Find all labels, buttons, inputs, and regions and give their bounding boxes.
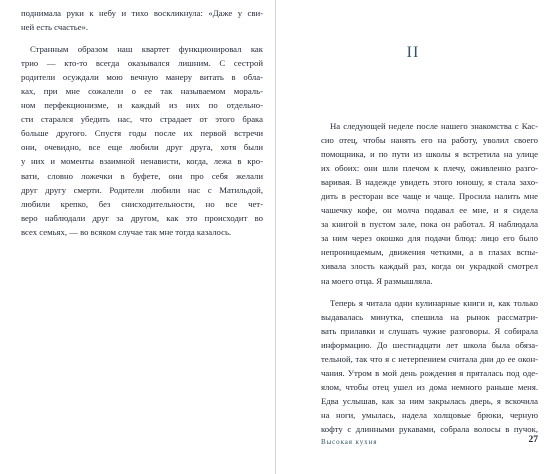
chapter-number: II — [406, 44, 420, 61]
text-line: сио отец, чтобы нанять его на работу, уволил своего — [321, 135, 538, 146]
text-line: ней есть счастье». — [21, 22, 89, 33]
text-line: они, очевидно, все еще любили друг друга, хотя были — [21, 142, 263, 153]
text-line: друг другу смерти. Родители любили нас с Матильдой, — [21, 184, 263, 195]
paragraph-gap — [321, 288, 538, 296]
text-line: за книгой в пустом зале, пока он работал. Я наблюдала — [321, 219, 538, 230]
left-page-text — [21, 6, 263, 239]
text-line: дить в ресторан все чаще и чаще. Просила налить мне — [321, 191, 538, 202]
text-line: чашечку кофе, он молча подавал ее мне, и я сидела — [321, 205, 538, 216]
page-number: 27 — [528, 435, 538, 445]
right-page-text — [321, 119, 538, 436]
text-line: кофту с длинными рукавами, собрала волосы в пучок, — [321, 423, 538, 434]
text-line: всех семьях, — во всяком случае так мне тогда казалось. — [21, 226, 232, 237]
text-line: ялом, чтобы отец ушел из дома немного раньше меня. — [321, 381, 538, 392]
text-line: Теперь я читала одни кулинарные книги и, как только — [330, 297, 538, 308]
text-line: родители осуждали мою вечную манеру витать в обла- — [21, 72, 263, 83]
text-line: ках, при мне сожалели о ее так называемом мораль- — [21, 86, 263, 97]
text-line: вать прилавки и слушать чужие разговоры. Я собирала — [321, 325, 538, 336]
text-line: у них и моменты взаимной ненависти, когда, лежа в кро- — [21, 156, 263, 167]
text-line: на моего отца. Я размышляла. — [321, 275, 433, 286]
running-head: Высокая кухня — [321, 438, 378, 446]
text-line: вати, словно ложечки в буфете, они про себя желали — [21, 170, 263, 181]
text-line: трио — кто-то всегда оказывался лишним. С сестрой — [21, 58, 263, 69]
text-line: веро наблюдали друг за другом, как это происходит во — [21, 212, 263, 223]
text-line: На следующей неделе после нашего знакомства с Кас- — [330, 121, 538, 131]
text-line: на ноги, умылась, надела холщовые брюки, черную — [321, 409, 538, 420]
text-line: их обоих: они шли плечом к плечу, оживленно разго- — [321, 163, 538, 174]
text-line: за ним через окошко для подачи блюд: лицо его было — [321, 233, 538, 244]
text-line: хивала злость каждый раз, когда он украдкой смотрел — [321, 261, 538, 272]
text-line: помощника, и по пути из школы я встретила на улице — [321, 149, 538, 160]
text-line: больше другого. Спустя годы после их первой встречи — [21, 128, 263, 139]
text-line: информацию. До шестнадцати лет школа была обяза- — [321, 339, 538, 350]
text-line: поднимала руки к небу и тихо воскликнула: «Даже у сви- — [21, 8, 263, 18]
right-page — [276, 0, 550, 474]
text-line: Едва услышав, как за ним закрылась дверь, я вскочила — [321, 395, 538, 406]
text-line: выдавалась минутка, спешила на рынок рассматри- — [321, 311, 538, 322]
text-line: варивая. В надежде увидеть этого юношу, я стала захо- — [321, 177, 538, 188]
text-line: любили крепко, без снисходительности, но все чет- — [21, 198, 263, 209]
text-line: сти старался убедить нас, что страдает от этого брака — [21, 114, 263, 125]
text-line: чания. Утром в мой день рождения я пряталась под оде- — [321, 367, 538, 378]
text-line: ном перфекционизме, и каждый из них по отдельно- — [21, 100, 263, 111]
text-line: непроницаемым, движения четкими, а в глазах вспы- — [321, 247, 538, 258]
paragraph-gap — [21, 34, 263, 42]
text-line: Странным образом наш квартет функционировал как — [30, 44, 263, 55]
text-line: тельной, так что я с нетерпением считала дни до ее окон- — [321, 353, 538, 364]
